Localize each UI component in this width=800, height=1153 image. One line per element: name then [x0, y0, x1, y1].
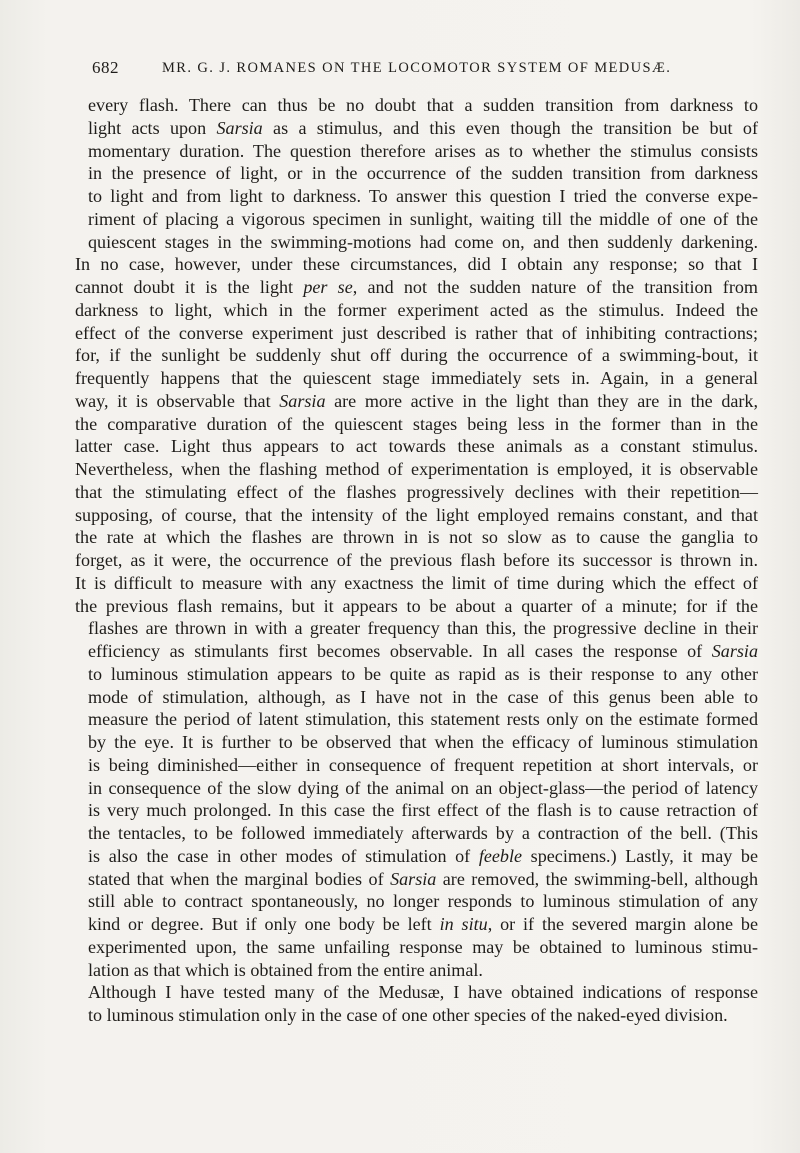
page-header	[75, 58, 757, 86]
text-line: darkness to light, which in the former experiment acted as the stimulus. Indeed the	[75, 299, 758, 320]
text-line: by the eye. It is further to be observed that when the efficacy of luminous stimulation	[88, 732, 758, 752]
page-number: 682	[92, 58, 119, 77]
text-line: still able to contract spontaneously, no longer responds to luminous stimulation of any	[88, 891, 758, 912]
text-line: experimented upon, the same unfailing response may be obtained to luminous stimu-	[88, 936, 758, 957]
text-line: quiescent stages in the swimming-motions had come on, and then suddenly darkening.	[88, 231, 758, 252]
running-head: MR. G. J. ROMANES ON THE LOCOMOTOR SYSTEM OF MEDUSÆ.	[162, 60, 672, 76]
body-text	[75, 94, 758, 1027]
text-line: measure the period of latent stimulation, this statement rests only on the estimate formed	[88, 709, 758, 730]
italic-term: in situ	[439, 914, 488, 934]
text-line: light acts upon Sarsia as a stimulus, and this even though the transition be but of	[88, 117, 758, 138]
text-line: the rate at which the flashes are thrown in is not so slow as to cause the ganglia to	[75, 527, 758, 548]
text-line: In no case, however, under these circumstances, did I obtain any response; so that I	[75, 254, 758, 275]
text-line: kind or degree. But if only one body be left in situ, or if the severed margin alone be	[88, 914, 758, 934]
italic-term: Sarsia	[390, 868, 437, 889]
text-line: is also the case in other modes of stimulation of feeble specimens.) Lastly, it may be	[88, 845, 758, 866]
text-line: lation as that which is obtained from the entire animal.	[88, 959, 483, 980]
italic-term: Sarsia	[216, 117, 263, 138]
text-line: way, it is observable that Sarsia are more active in the light than they are in the dark,	[75, 390, 758, 411]
text-line: to light and from light to darkness. To answer this question I tried the converse expe-	[88, 186, 758, 206]
text-line: the previous flash remains, but it appears to be about a quarter of a minute; for if the	[75, 595, 758, 616]
text-line: the tentacles, to be followed immediately afterwards by a contraction of the bell. (This	[88, 823, 758, 843]
italic-term: feeble	[478, 845, 523, 866]
text-line: that the stimulating effect of the flashes progressively declines with their repetition—	[75, 481, 758, 502]
text-line: forget, as it were, the occurrence of the previous flash before its successor is thrown in.	[75, 550, 758, 570]
text-line: Although I have tested many of the Medusæ, I have obtained indications of response	[88, 982, 758, 1003]
text-line: effect of the converse experiment just described is rather that of inhibiting contractions;	[75, 322, 758, 343]
text-line: for, if the sunlight be suddenly shut off during the occurrence of a swimming-bout, it	[75, 345, 758, 366]
text-line: cannot doubt it is the light per se, and not the sudden nature of the transition from	[75, 277, 758, 297]
text-line: latter case. Light thus appears to act towards these animals as a constant stimulus.	[75, 436, 758, 457]
italic-term: Sarsia	[711, 641, 758, 661]
italic-term: per se	[303, 277, 353, 297]
text-line: the comparative duration of the quiescent stages being less in the former than in the	[75, 413, 758, 434]
text-line: in the presence of light, or in the occurrence of the sudden transition from darkness	[88, 163, 758, 184]
text-line: It is difficult to measure with any exactness the limit of time during which the effect of	[75, 572, 758, 593]
text-line: Nevertheless, when the flashing method of experimentation is employed, it is observable	[75, 459, 758, 479]
text-line: momentary duration. The question therefore arises as to whether the stimulus consists	[88, 140, 758, 161]
text-line: efficiency as stimulants first becomes observable. In all cases the response of Sarsia	[88, 641, 758, 661]
text-line: mode of stimulation, although, as I have not in the case of this genus been able to	[88, 686, 758, 707]
text-line: flashes are thrown in with a greater frequency than this, the progressive decline in their	[88, 618, 758, 639]
text-line: supposing, of course, that the intensity of the light employed remains constant, and that	[75, 504, 758, 525]
text-line: every flash. There can thus be no doubt that a sudden transition from darkness to	[88, 95, 758, 115]
text-line: to luminous stimulation only in the case of one other species of the naked-eyed division.	[88, 1005, 728, 1025]
text-line: stated that when the marginal bodies of Sarsia are removed, the swimming-bell, although	[88, 868, 758, 889]
text-line: riment of placing a vigorous specimen in sunlight, waiting till the middle of one of the	[88, 208, 758, 229]
text-line: is being diminished—either in consequence of frequent repetition at short intervals, or	[88, 754, 758, 775]
italic-term: Sarsia	[279, 390, 326, 411]
text-line: frequently happens that the quiescent stage immediately sets in. Again, in a general	[75, 368, 758, 388]
text-line: to luminous stimulation appears to be quite as rapid as is their response to any other	[88, 663, 758, 684]
text-line: is very much prolonged. In this case the first effect of the flash is to cause retraction of	[88, 800, 758, 821]
text-line: in consequence of the slow dying of the animal on an object-glass—the period of latency	[88, 777, 758, 798]
